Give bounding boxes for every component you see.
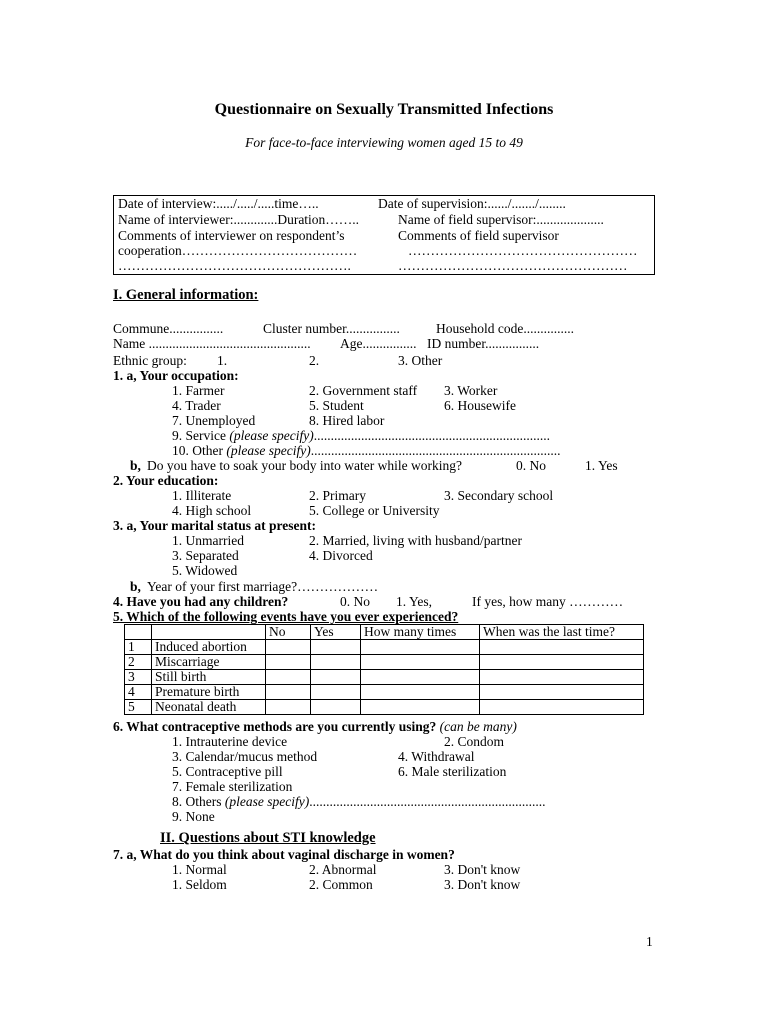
- yes-cell[interactable]: [311, 655, 361, 670]
- q4-how-many-field[interactable]: If yes, how many …………: [472, 594, 624, 609]
- yes-cell[interactable]: [311, 700, 361, 715]
- id-number-field[interactable]: ID number................: [427, 336, 540, 351]
- q7-option[interactable]: 3. Don't know: [444, 862, 521, 877]
- education-option[interactable]: 3. Secondary school: [444, 488, 554, 503]
- document-subtitle: For face-to-face interviewing women aged 15 to 49: [245, 135, 523, 150]
- option-label: 9. Service: [172, 428, 226, 443]
- supervision-date-field[interactable]: Date of supervision:....../......./........: [378, 196, 566, 211]
- table-header-cell: [152, 625, 266, 640]
- table-row: [125, 655, 644, 670]
- ethnic-group-label: Ethnic group:: [113, 353, 187, 368]
- q6-heading: 6. What contraceptive methods are you currently using?: [113, 719, 437, 734]
- section-general-heading: I. General information:: [113, 287, 259, 303]
- table-header-cell: Yes: [311, 625, 361, 640]
- marital-option[interactable]: 2. Married, living with husband/partner: [309, 533, 522, 548]
- q6-contraceptive-question: [113, 719, 517, 734]
- q4-option-no[interactable]: 0. No: [340, 594, 370, 609]
- education-option[interactable]: 2. Primary: [309, 488, 366, 503]
- blank-line[interactable]: ......................................................................: [313, 428, 550, 443]
- q3-marital-heading: 3. a, Your marital status at present:: [113, 518, 316, 533]
- contraceptive-option[interactable]: 1. Intrauterine device: [172, 734, 288, 749]
- table-header-cell: How many times: [361, 625, 480, 640]
- ethnic-option-2[interactable]: 2.: [309, 353, 320, 368]
- times-cell[interactable]: [361, 640, 480, 655]
- row-number: 4: [125, 685, 152, 700]
- contraceptive-others-option[interactable]: [172, 794, 545, 809]
- specify-note: (please specify): [229, 428, 314, 443]
- blank-line[interactable]: ......................................................................: [309, 794, 546, 809]
- option-label: 8. Others: [172, 794, 222, 809]
- times-cell[interactable]: [361, 700, 480, 715]
- table-row: [125, 670, 644, 685]
- q7-option[interactable]: 3. Don't know: [444, 877, 521, 892]
- contraceptive-option[interactable]: 7. Female sterilization: [172, 779, 293, 794]
- page-number: 1: [646, 934, 653, 949]
- education-option[interactable]: 1. Illiterate: [172, 488, 232, 503]
- supervisor-comments-label: Comments of field supervisor: [398, 228, 559, 243]
- specify-note: (please specify): [226, 443, 311, 458]
- contraceptive-option[interactable]: 3. Calendar/mucus method: [172, 749, 318, 764]
- q7-option[interactable]: 2. Abnormal: [309, 862, 377, 877]
- cluster-number-field[interactable]: Cluster number................: [263, 321, 400, 336]
- yes-cell[interactable]: [311, 685, 361, 700]
- event-name: Still birth: [152, 670, 266, 685]
- occupation-option[interactable]: 6. Housewife: [444, 398, 516, 413]
- yes-cell[interactable]: [311, 640, 361, 655]
- q6-note: (can be many): [439, 719, 517, 734]
- section-sti-heading: II. Questions about STI knowledge: [160, 830, 376, 846]
- q1b-question: Do you have to soak your body into water while working?: [147, 458, 462, 473]
- ethnic-option-1[interactable]: 1.: [217, 353, 228, 368]
- q1b-option-yes[interactable]: 1. Yes: [585, 458, 618, 473]
- occupation-option[interactable]: 5. Student: [309, 398, 364, 413]
- table-header-row: [125, 625, 644, 640]
- contraceptive-none-option[interactable]: 9. None: [172, 809, 215, 824]
- education-option[interactable]: 5. College or University: [309, 503, 440, 518]
- name-field[interactable]: Name ................................................: [113, 336, 311, 351]
- q1-occupation-heading: 1. a, Your occupation:: [113, 368, 239, 383]
- table-header-cell: No: [266, 625, 311, 640]
- events-table: [124, 624, 644, 715]
- contraceptive-option[interactable]: 4. Withdrawal: [398, 749, 475, 764]
- contraceptive-option[interactable]: 6. Male sterilization: [398, 764, 507, 779]
- no-cell[interactable]: [266, 700, 311, 715]
- option-label: 10. Other: [172, 443, 223, 458]
- occupation-option[interactable]: 3. Worker: [444, 383, 498, 398]
- commune-field[interactable]: Commune................: [113, 321, 224, 336]
- last-time-cell[interactable]: [480, 670, 644, 685]
- times-cell[interactable]: [361, 670, 480, 685]
- contraceptive-option[interactable]: 5. Contraceptive pill: [172, 764, 283, 779]
- times-cell[interactable]: [361, 685, 480, 700]
- table-header-cell: When was the last time?: [480, 625, 644, 640]
- no-cell[interactable]: [266, 640, 311, 655]
- document-title: Questionnaire on Sexually Transmitted Infections: [214, 101, 554, 118]
- q1b-option-no[interactable]: 0. No: [516, 458, 546, 473]
- occupation-option[interactable]: 8. Hired labor: [309, 413, 385, 428]
- occupation-option[interactable]: 1. Farmer: [172, 383, 225, 398]
- ethnic-option-other[interactable]: 3. Other: [398, 353, 443, 368]
- marital-option[interactable]: 3. Separated: [172, 548, 239, 563]
- row-number: 5: [125, 700, 152, 715]
- table-row: [125, 640, 644, 655]
- q7-option[interactable]: 2. Common: [309, 877, 373, 892]
- last-time-cell[interactable]: [480, 640, 644, 655]
- occupation-other-option[interactable]: [172, 443, 560, 458]
- occupation-service-option[interactable]: [172, 428, 550, 443]
- occupation-option[interactable]: 4. Trader: [172, 398, 221, 413]
- education-option[interactable]: 4. High school: [172, 503, 252, 518]
- blank-line[interactable]: ..........................................................................: [310, 443, 561, 458]
- q1b-label: b,: [130, 458, 141, 473]
- supervisor-comments-line[interactable]: ……………………………………………: [398, 258, 628, 273]
- interviewer-comments-line[interactable]: …………………………………………….: [118, 258, 351, 273]
- specify-note: (please specify): [224, 794, 310, 809]
- q2-education-heading: 2. Your education:: [113, 473, 219, 488]
- household-code-field[interactable]: Household code...............: [436, 321, 574, 336]
- occupation-option[interactable]: 2. Government staff: [309, 383, 418, 398]
- row-number: 3: [125, 670, 152, 685]
- last-time-cell[interactable]: [480, 655, 644, 670]
- marital-option[interactable]: 4. Divorced: [309, 548, 373, 563]
- supervisor-comments-field[interactable]: ……………………………………………: [408, 243, 638, 258]
- q7-option[interactable]: 1. Seldom: [172, 877, 227, 892]
- event-name: Neonatal death: [152, 700, 266, 715]
- table-row: [125, 685, 644, 700]
- last-time-cell[interactable]: [480, 700, 644, 715]
- yes-cell[interactable]: [311, 670, 361, 685]
- q3b-label: b,: [130, 579, 141, 594]
- q7-heading: 7. a, What do you think about vaginal discharge in women?: [113, 847, 455, 862]
- q5-events-heading: 5. Which of the following events have you ever experienced?: [113, 609, 459, 624]
- interview-date-field[interactable]: Date of interview:...../...../.....time…..: [118, 196, 319, 211]
- q7-option[interactable]: 1. Normal: [172, 862, 227, 877]
- q4-children-heading: 4. Have you had any children?: [113, 594, 289, 609]
- age-field[interactable]: Age................: [340, 336, 417, 351]
- no-cell[interactable]: [266, 670, 311, 685]
- no-cell[interactable]: [266, 685, 311, 700]
- interviewer-comments-label: Comments of interviewer on respondent’s: [118, 228, 345, 243]
- occupation-option[interactable]: 7. Unemployed: [172, 413, 256, 428]
- event-name: Miscarriage: [152, 655, 266, 670]
- q3b-first-marriage-field[interactable]: Year of your first marriage?………………: [147, 579, 379, 594]
- interviewer-name-field[interactable]: Name of interviewer:.............Duration……..: [118, 212, 360, 227]
- table-row: [125, 700, 644, 715]
- no-cell[interactable]: [266, 655, 311, 670]
- event-name: Premature birth: [152, 685, 266, 700]
- q4-option-yes[interactable]: 1. Yes,: [396, 594, 433, 609]
- cooperation-field[interactable]: cooperation…………………………………: [118, 243, 358, 258]
- row-number: 2: [125, 655, 152, 670]
- last-time-cell[interactable]: [480, 685, 644, 700]
- contraceptive-option[interactable]: 2. Condom: [444, 734, 505, 749]
- marital-option[interactable]: 5. Widowed: [172, 563, 238, 578]
- marital-option[interactable]: 1. Unmarried: [172, 533, 244, 548]
- event-name: Induced abortion: [152, 640, 266, 655]
- supervisor-name-field[interactable]: Name of field supervisor:....................: [398, 212, 604, 227]
- times-cell[interactable]: [361, 655, 480, 670]
- row-number: 1: [125, 640, 152, 655]
- table-header-cell: [125, 625, 152, 640]
